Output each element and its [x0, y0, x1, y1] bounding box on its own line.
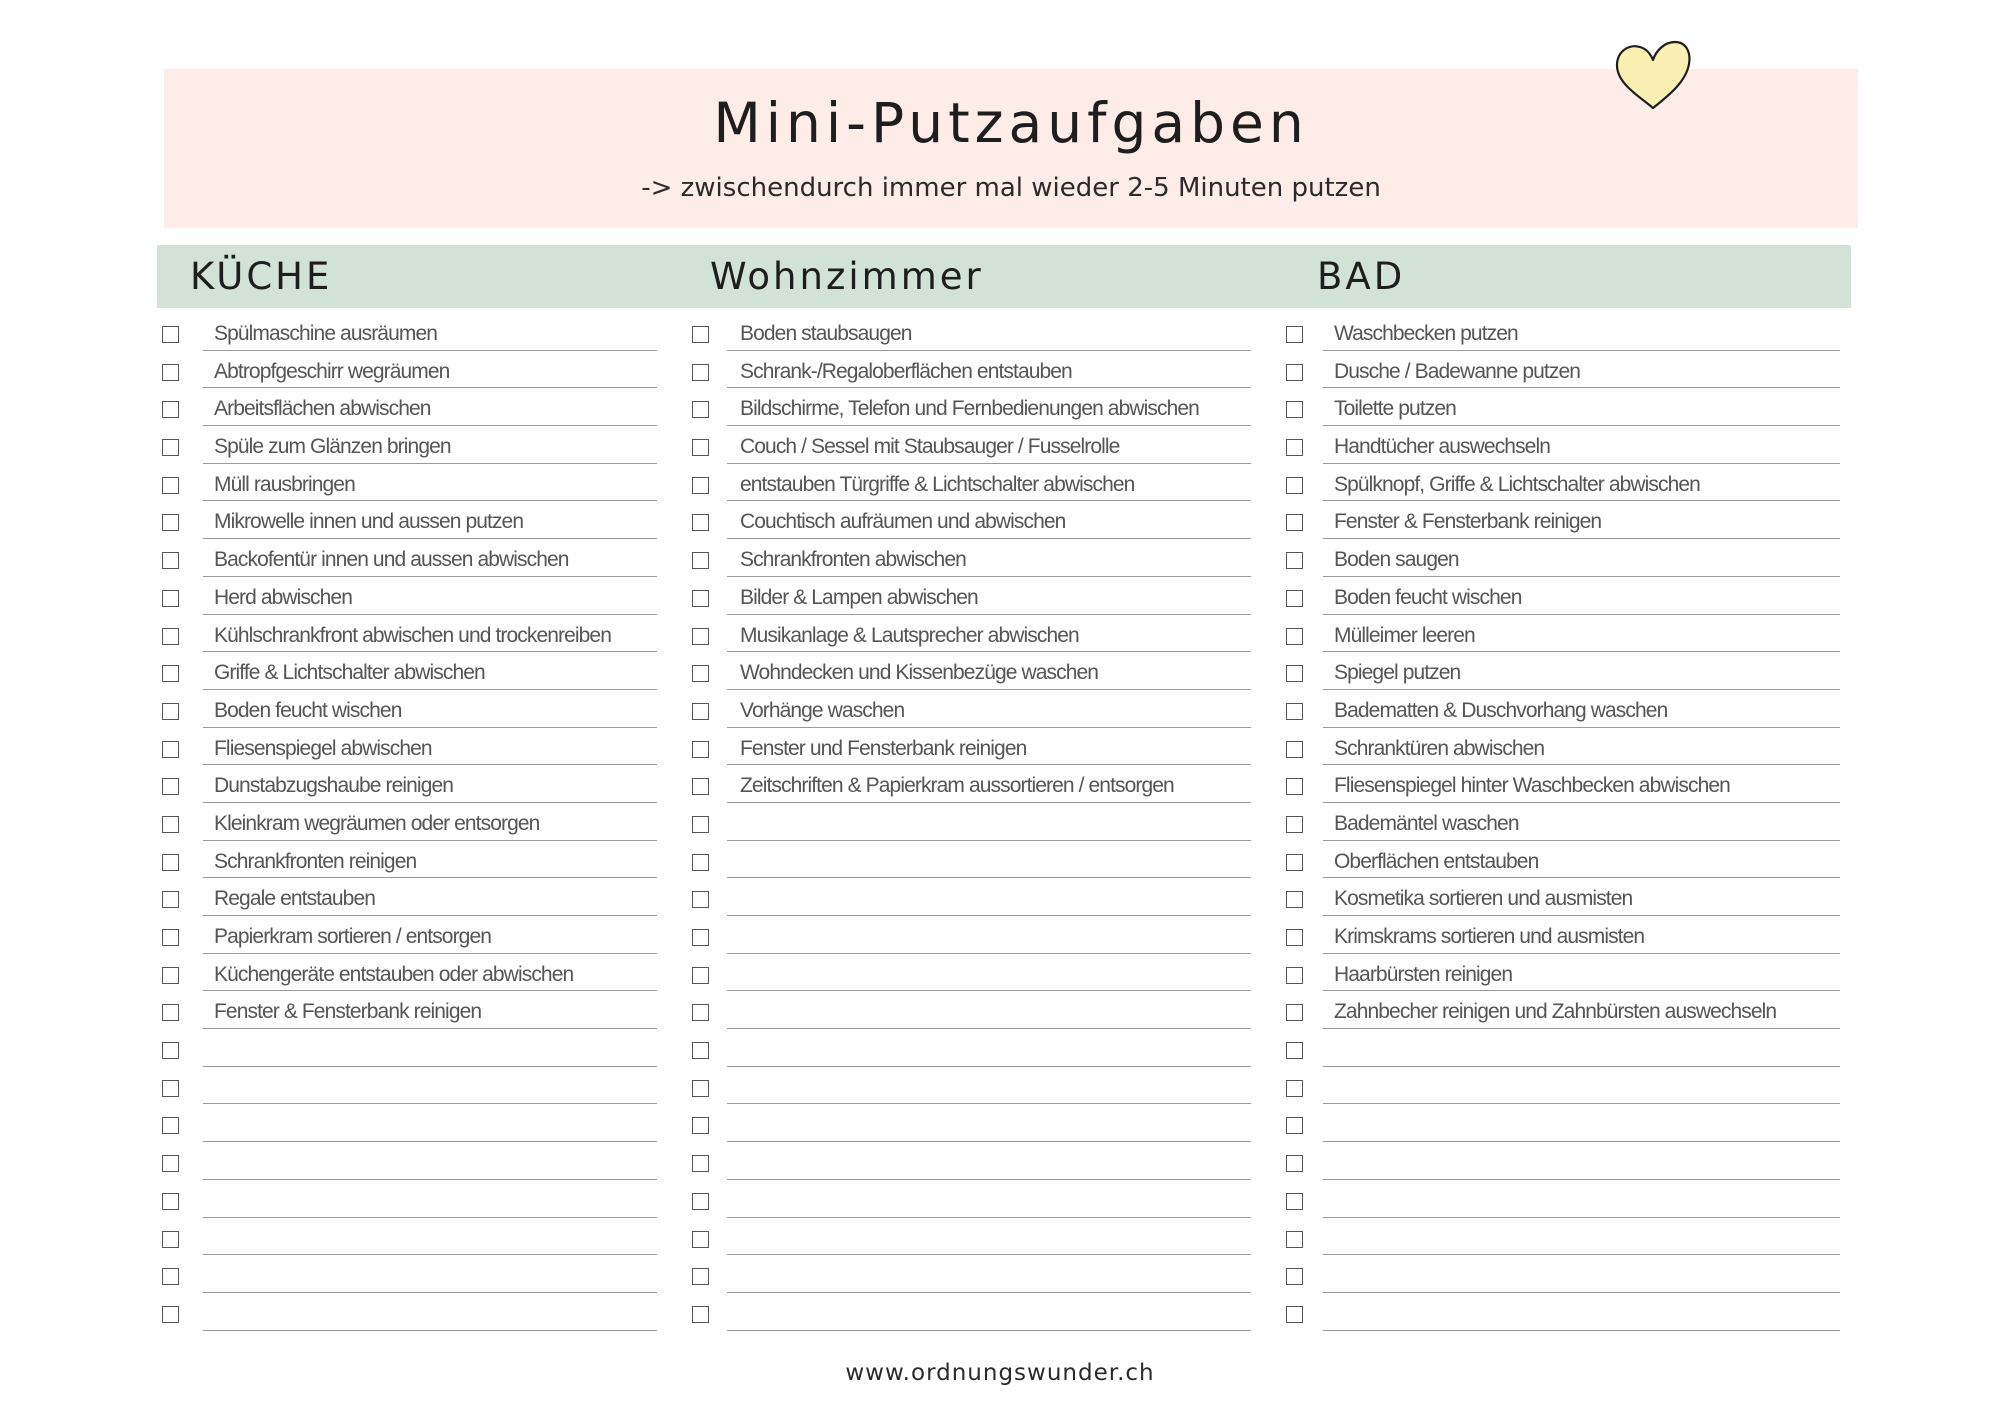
writing-line	[1323, 802, 1840, 803]
writing-line	[1323, 500, 1840, 501]
writing-line	[1323, 1217, 1840, 1218]
checkbox[interactable]	[1286, 1306, 1303, 1323]
task-label: Herd abwischen	[214, 585, 352, 609]
writing-line	[1323, 1330, 1840, 1331]
writing-line	[203, 802, 657, 803]
task-label: Badematten & Duschvorhang waschen	[1334, 698, 1668, 722]
checkbox[interactable]	[692, 364, 709, 381]
checkbox[interactable]	[1286, 477, 1303, 494]
writing-line	[1323, 1028, 1840, 1029]
writing-line	[203, 463, 657, 464]
checkbox[interactable]	[1286, 552, 1303, 569]
checkbox[interactable]	[162, 665, 179, 682]
writing-line	[203, 1217, 657, 1218]
writing-line	[1323, 727, 1840, 728]
writing-line	[203, 1141, 657, 1142]
checkbox[interactable]	[692, 401, 709, 418]
checkbox[interactable]	[692, 326, 709, 343]
checkbox[interactable]	[692, 891, 709, 908]
task-label: Couch / Sessel mit Staubsauger / Fusselrolle	[740, 435, 1120, 459]
writing-line	[203, 500, 657, 501]
checkbox[interactable]	[692, 1042, 709, 1059]
writing-line	[727, 1141, 1251, 1142]
checkbox[interactable]	[1286, 364, 1303, 381]
checkbox[interactable]	[162, 552, 179, 569]
checkbox[interactable]	[162, 477, 179, 494]
task-label: Zahnbecher reinigen und Zahnbürsten auswechseln	[1334, 1000, 1777, 1024]
task-label: Dusche / Badewanne putzen	[1334, 359, 1581, 383]
writing-line	[1323, 538, 1840, 539]
checkbox[interactable]	[1286, 1117, 1303, 1134]
task-label: Fliesenspiegel hinter Waschbecken abwischen	[1334, 774, 1730, 798]
header-banner	[164, 69, 1858, 228]
writing-line	[203, 614, 657, 615]
task-label: Haarbürsten reinigen	[1334, 962, 1513, 986]
writing-line	[727, 1179, 1251, 1180]
writing-line	[1323, 1292, 1840, 1293]
writing-line	[727, 689, 1251, 690]
checkbox[interactable]	[1286, 741, 1303, 758]
writing-line	[203, 840, 657, 841]
checkbox[interactable]	[692, 741, 709, 758]
checkbox[interactable]	[692, 816, 709, 833]
checkbox[interactable]	[692, 703, 709, 720]
checkbox[interactable]	[1286, 1155, 1303, 1172]
writing-line	[203, 877, 657, 878]
footer-url: www.ordnungswunder.ch	[845, 1360, 1155, 1386]
task-label: Fenster & Fensterbank reinigen	[1334, 510, 1602, 534]
task-label: Boden feucht wischen	[1334, 585, 1522, 609]
checkbox[interactable]	[1286, 967, 1303, 984]
task-label: Handtücher auswechseln	[1334, 435, 1551, 459]
writing-line	[727, 764, 1251, 765]
heart-icon	[1612, 38, 1694, 112]
task-label: Abtropfgeschirr wegräumen	[214, 359, 450, 383]
writing-line	[727, 614, 1251, 615]
checkbox[interactable]	[1286, 816, 1303, 833]
writing-line	[1323, 877, 1840, 878]
task-label: Zeitschriften & Papierkram aussortieren / entsorgen	[740, 774, 1174, 798]
checkbox[interactable]	[162, 1268, 179, 1285]
checkbox[interactable]	[1286, 628, 1303, 645]
task-label: Toilette putzen	[1334, 397, 1456, 421]
writing-line	[1323, 651, 1840, 652]
task-label: Vorhänge waschen	[740, 698, 905, 722]
checkbox[interactable]	[1286, 514, 1303, 531]
checkbox[interactable]	[692, 552, 709, 569]
checkbox[interactable]	[162, 741, 179, 758]
checkbox[interactable]	[692, 1004, 709, 1021]
checkbox[interactable]	[162, 854, 179, 871]
checkbox[interactable]	[162, 1231, 179, 1248]
task-label: Kühlschrankfront abwischen und trockenreiben	[214, 623, 611, 647]
task-label: Fenster & Fensterbank reinigen	[214, 1000, 482, 1024]
checkbox[interactable]	[692, 1193, 709, 1210]
page-subtitle: -> zwischendurch immer mal wieder 2-5 Minuten putzen	[641, 173, 1381, 203]
task-label: Schrankfronten reinigen	[214, 849, 417, 873]
heading-wohnzimmer: Wohnzimmer	[710, 255, 984, 298]
writing-line	[203, 953, 657, 954]
checkbox[interactable]	[1286, 326, 1303, 343]
task-label: Schranktüren abwischen	[1334, 736, 1545, 760]
writing-line	[1323, 1141, 1840, 1142]
writing-line	[1323, 1254, 1840, 1255]
heading-kueche: KÜCHE	[190, 255, 333, 298]
checkbox[interactable]	[162, 1117, 179, 1134]
task-label: Schrank-/Regaloberflächen entstauben	[740, 359, 1072, 383]
writing-line	[203, 1292, 657, 1293]
task-label: Oberflächen entstauben	[1334, 849, 1539, 873]
checkbox[interactable]	[692, 1117, 709, 1134]
checkbox[interactable]	[1286, 1231, 1303, 1248]
checkbox[interactable]	[692, 1268, 709, 1285]
writing-line	[203, 1254, 657, 1255]
writing-line	[727, 425, 1251, 426]
checkbox[interactable]	[692, 929, 709, 946]
writing-line	[203, 915, 657, 916]
writing-line	[727, 1254, 1251, 1255]
checkbox[interactable]	[692, 967, 709, 984]
writing-line	[727, 538, 1251, 539]
writing-line	[1323, 840, 1840, 841]
task-label: Couchtisch aufräumen und abwischen	[740, 510, 1066, 534]
checkbox[interactable]	[692, 1306, 709, 1323]
writing-line	[727, 1103, 1251, 1104]
writing-line	[1323, 387, 1840, 388]
checkbox[interactable]	[1286, 854, 1303, 871]
page-title: Mini-Putzaufgaben	[713, 91, 1309, 155]
task-label: Mikrowelle innen und aussen putzen	[214, 510, 524, 534]
task-label: Boden feucht wischen	[214, 698, 402, 722]
task-label: Spülknopf, Griffe & Lichtschalter abwischen	[1334, 472, 1700, 496]
task-label: Regale entstauben	[214, 887, 376, 911]
checkbox[interactable]	[162, 891, 179, 908]
writing-line	[727, 990, 1251, 991]
task-label: Bildschirme, Telefon und Fernbedienungen abwischen	[740, 397, 1199, 421]
checkbox[interactable]	[1286, 590, 1303, 607]
task-label: Griffe & Lichtschalter abwischen	[214, 661, 485, 685]
checkbox[interactable]	[1286, 1080, 1303, 1097]
checkbox[interactable]	[1286, 1268, 1303, 1285]
writing-line	[727, 1292, 1251, 1293]
writing-line	[1323, 689, 1840, 690]
task-label: Wohndecken und Kissenbezüge waschen	[740, 661, 1099, 685]
checkbox[interactable]	[692, 1231, 709, 1248]
checkbox[interactable]	[162, 326, 179, 343]
writing-line	[727, 1330, 1251, 1331]
checkbox[interactable]	[1286, 1193, 1303, 1210]
writing-line	[1323, 1103, 1840, 1104]
column-header-band	[157, 245, 1851, 308]
checkbox[interactable]	[1286, 778, 1303, 795]
task-label: Papierkram sortieren / entsorgen	[214, 925, 492, 948]
writing-line	[203, 1066, 657, 1067]
task-label: Müll rausbringen	[214, 472, 355, 496]
checkbox[interactable]	[1286, 891, 1303, 908]
writing-line	[203, 1028, 657, 1029]
writing-line	[203, 651, 657, 652]
checkbox[interactable]	[1286, 439, 1303, 456]
checkbox[interactable]	[692, 439, 709, 456]
writing-line	[203, 425, 657, 426]
writing-line	[1323, 350, 1840, 351]
writing-line	[203, 387, 657, 388]
checkbox[interactable]	[1286, 1004, 1303, 1021]
writing-line	[727, 727, 1251, 728]
checkbox[interactable]	[1286, 1042, 1303, 1059]
writing-line	[1323, 990, 1840, 991]
writing-line	[1323, 764, 1840, 765]
writing-line	[203, 990, 657, 991]
writing-line	[727, 802, 1251, 803]
task-label: Bilder & Lampen abwischen	[740, 585, 978, 609]
checkbox[interactable]	[162, 967, 179, 984]
checkbox[interactable]	[162, 1080, 179, 1097]
writing-line	[203, 764, 657, 765]
task-label: Spiegel putzen	[1334, 661, 1461, 685]
writing-line	[727, 915, 1251, 916]
checkbox[interactable]	[162, 1155, 179, 1172]
writing-line	[203, 576, 657, 577]
task-label: Kosmetika sortieren und ausmisten	[1334, 887, 1633, 911]
checkbox[interactable]	[162, 439, 179, 456]
task-label: Küchengeräte entstauben oder abwischen	[214, 962, 574, 986]
writing-line	[727, 387, 1251, 388]
task-label: Arbeitsflächen abwischen	[214, 397, 431, 421]
checkbox[interactable]	[692, 1155, 709, 1172]
writing-line	[727, 953, 1251, 954]
task-label: Mülleimer leeren	[1334, 623, 1475, 647]
writing-line	[1323, 425, 1840, 426]
writing-line	[1323, 1066, 1840, 1067]
task-label: Boden staubsaugen	[740, 322, 912, 345]
writing-line	[203, 727, 657, 728]
checkbox[interactable]	[1286, 665, 1303, 682]
checkbox[interactable]	[162, 1193, 179, 1210]
task-label: Krimskrams sortieren und ausmisten	[1334, 925, 1645, 948]
writing-line	[727, 500, 1251, 501]
writing-line	[727, 350, 1251, 351]
writing-line	[727, 1028, 1251, 1029]
writing-line	[203, 1179, 657, 1180]
checkbox[interactable]	[162, 364, 179, 381]
checkbox[interactable]	[162, 1004, 179, 1021]
writing-line	[203, 350, 657, 351]
checkbox[interactable]	[162, 816, 179, 833]
checkbox[interactable]	[1286, 401, 1303, 418]
task-label: Schrankfronten abwischen	[740, 548, 966, 572]
writing-line	[1323, 953, 1840, 954]
checkbox[interactable]	[162, 514, 179, 531]
checkbox[interactable]	[692, 590, 709, 607]
checkbox[interactable]	[692, 665, 709, 682]
writing-line	[727, 1066, 1251, 1067]
checkbox[interactable]	[162, 590, 179, 607]
checkbox[interactable]	[162, 401, 179, 418]
checkbox[interactable]	[1286, 929, 1303, 946]
checkbox[interactable]	[162, 628, 179, 645]
checkbox[interactable]	[692, 628, 709, 645]
checkbox[interactable]	[692, 477, 709, 494]
checkbox[interactable]	[692, 514, 709, 531]
task-label: Waschbecken putzen	[1334, 322, 1518, 345]
writing-line	[203, 1103, 657, 1104]
checkbox[interactable]	[162, 1306, 179, 1323]
writing-line	[203, 689, 657, 690]
writing-line	[203, 1330, 657, 1331]
checkbox[interactable]	[162, 778, 179, 795]
checkbox[interactable]	[162, 703, 179, 720]
checkbox[interactable]	[162, 1042, 179, 1059]
writing-line	[727, 840, 1251, 841]
task-label: Kleinkram wegräumen oder entsorgen	[214, 811, 540, 835]
task-label: Musikanlage & Lautsprecher abwischen	[740, 623, 1079, 647]
checkbox[interactable]	[692, 1080, 709, 1097]
task-label: Backofentür innen und aussen abwischen	[214, 548, 569, 572]
task-label: entstauben Türgriffe & Lichtschalter abwischen	[740, 472, 1135, 496]
checkbox[interactable]	[1286, 703, 1303, 720]
writing-line	[1323, 614, 1840, 615]
task-label: Spüle zum Glänzen bringen	[214, 435, 451, 459]
task-label: Bademäntel waschen	[1334, 811, 1519, 835]
writing-line	[727, 877, 1251, 878]
writing-line	[727, 463, 1251, 464]
writing-line	[727, 1217, 1251, 1218]
writing-line	[203, 538, 657, 539]
writing-line	[1323, 463, 1840, 464]
task-label: Dunstabzugshaube reinigen	[214, 774, 454, 798]
heading-bad: BAD	[1317, 255, 1406, 298]
writing-line	[1323, 915, 1840, 916]
writing-line	[1323, 1179, 1840, 1180]
task-label: Spülmaschine ausräumen	[214, 322, 438, 345]
checkbox[interactable]	[692, 778, 709, 795]
task-label: Fliesenspiegel abwischen	[214, 736, 432, 760]
writing-line	[727, 651, 1251, 652]
writing-line	[1323, 576, 1840, 577]
task-label: Fenster und Fensterbank reinigen	[740, 736, 1027, 760]
checkbox[interactable]	[692, 854, 709, 871]
task-label: Boden saugen	[1334, 548, 1459, 572]
checkbox[interactable]	[162, 929, 179, 946]
writing-line	[727, 576, 1251, 577]
